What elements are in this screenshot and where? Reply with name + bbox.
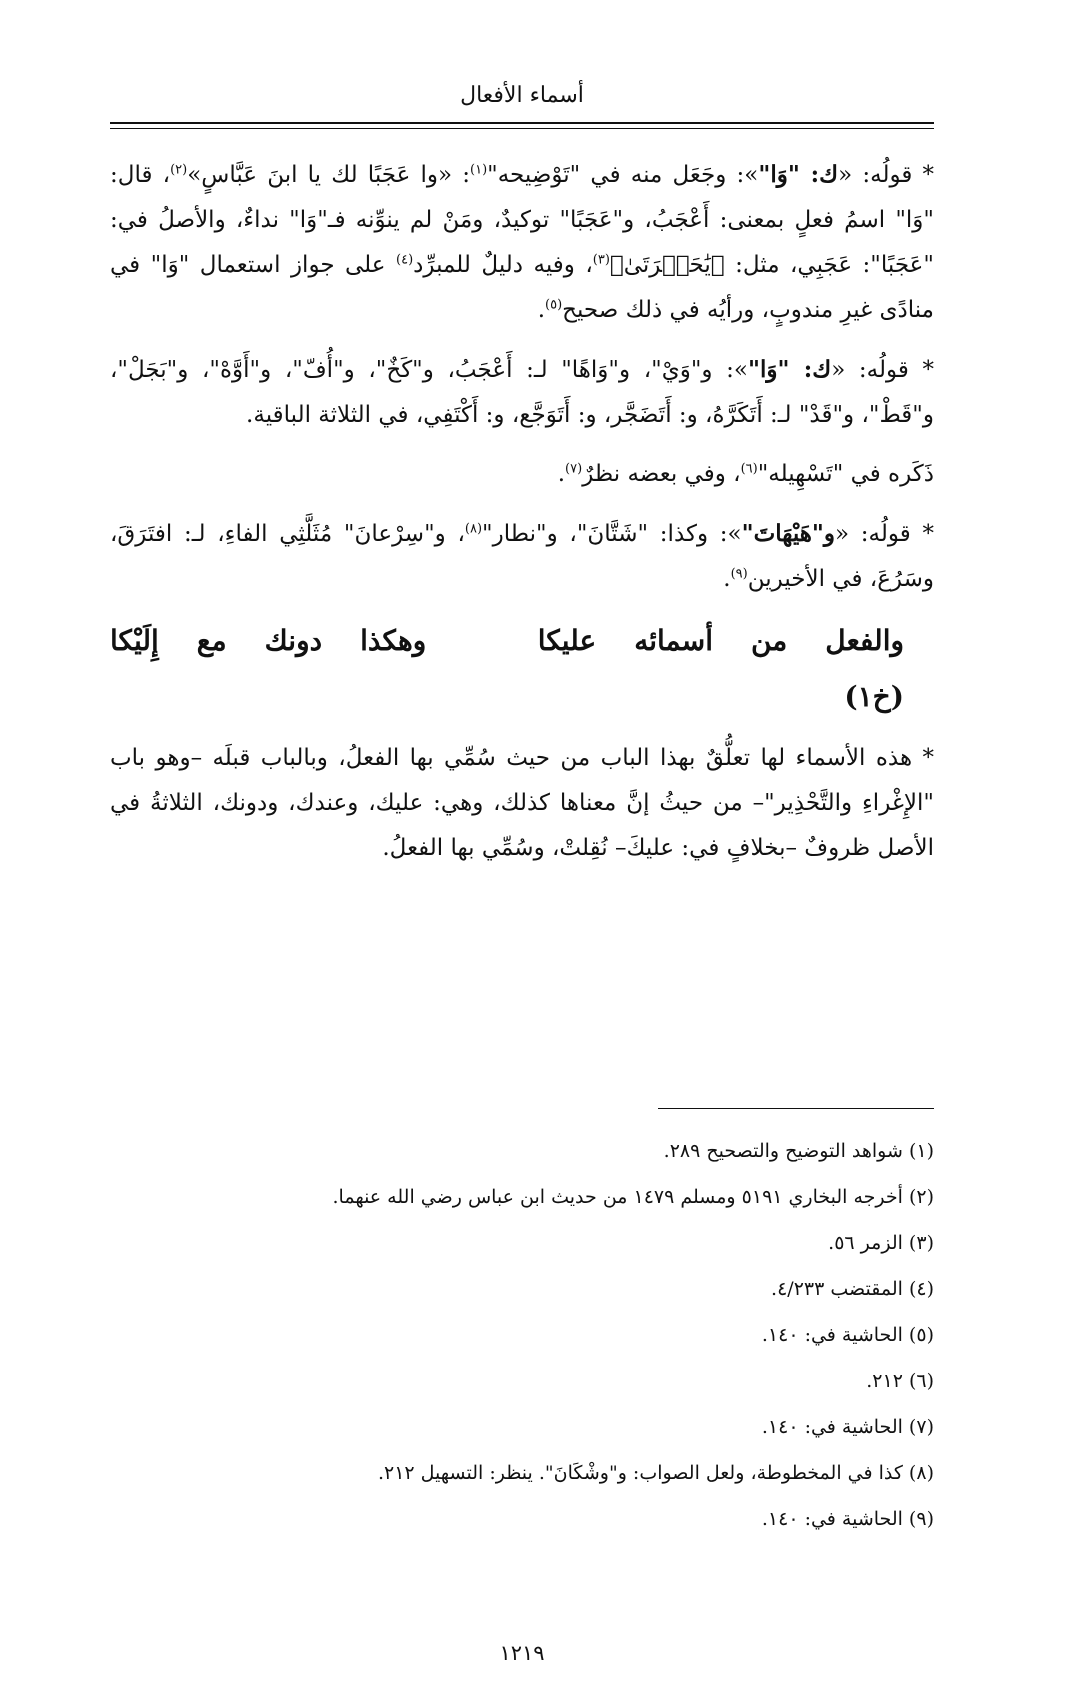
footnote-marker: (١) [470,162,488,178]
footnote: (١) شواهد التوضيح والتصحيح ٢٨٩. [663,1140,934,1162]
text-run: * هذه الأسماء لها تعلُّقٌ بهذا الباب من حيث سُمِّي بها الفعلُ، وبالباب قبلَه –وهو باب "الإِغْراءِ والتَّحْذِير"– من حيثُ إنَّ معناها كذلك، وهي: عليك، وعندك، ودونك، الثلاثةُ في الأصل ظروفٌ –بخلافٍ في: عليكَ– نُقِلتْ، وسُمِّي بها الفعلُ. [110,745,934,861]
footnote-marker: (٧) [565,461,583,477]
bold-lemma: ك: "وَا" [747,356,832,383]
footnote-marker: (٦) [740,461,758,477]
footnote: (٤) المقتضب ٤/٢٣٣. [771,1278,934,1300]
footnote-marker: (٥) [545,297,563,313]
footnote: (٩) الحاشية في: ١٤٠. [761,1508,934,1530]
text-run: ، قال: "وَا" اسمُ فعلٍ بمعنى: أَعْجَبُ، و"عَجَبًا" توكيدٌ، ومَنْ لم ينوِّنه فـ"وَا" نداءٌ، والأصلُ في: "عَجَبًا": عَجَبِي، مثل: ﴿يَٰحَسۡرَتَىٰ﴾ [110,162,934,278]
footnote: (٨) كذا في المخطوطة، ولعل الصواب: و"وشْكَانَ". ينظر: التسهيل ٢١٢. [377,1462,934,1484]
text-run: : «وا عَجَبًا لك يا ابنَ عَبَّاسٍ» [187,162,470,188]
book-page [110,0,934,1698]
text-run: ، وفي بعضه نظرٌ [582,461,741,487]
verse-word: وهكذا [360,624,427,657]
page-number: ١٢١٩ [499,1641,545,1665]
bold-lemma: و"هَيْهَاتَ" [741,520,836,547]
text-run: ذَكَره في "تَسْهِيله" [757,461,934,487]
verse-word: مع [196,624,227,657]
text-run: * قولُه: « [835,521,934,547]
footnote: (٦) ٢١٢. [866,1370,934,1392]
text-run: * قولُه: « [831,357,934,383]
verse-word: والفعل [825,624,904,657]
footnote: (٥) الحاشية في: ١٤٠. [761,1324,934,1346]
verse-word: أسمائه [634,624,713,657]
footnotes [110,1128,934,1542]
text-run: * قولُه: « [838,162,935,188]
commentary-paragraph [110,347,934,438]
verse-first-hemistich [538,616,904,666]
commentary-paragraph [110,736,934,871]
footnote: (٣) الزمر ٥٦. [828,1232,934,1254]
running-title: أسماء الأفعال [460,83,584,108]
footnote-separator [658,1108,934,1109]
footnote-marker: (٣) [592,252,610,268]
text-run: . [557,461,566,487]
text-run: . [723,566,731,592]
text-run: »: وكذا: "شَتَّانَ"، و"نطار" [482,521,742,547]
verse-second-hemistich [110,616,426,666]
text-run: . [537,297,545,323]
commentary-paragraph [110,511,934,602]
text-run: »: و"وَيْ"، و"وَاهًا" لـ: أَعْجَبُ، و"كَخٌ"، و"أُفّ"، و"أَوَّهْ"، و"بَجَلْ"، و"قَطْ"، و"قَدْ" لـ: أَتَكَرَّهُ، و: أَتَضَجَّر، و: أَتَوَجَّع، و: أَكْتَفِي، في الثلاثة الباقية. [110,357,934,428]
verse-tag: (خ١) [844,680,904,713]
verse-word: إِلَيْكا [110,624,159,657]
verse-word: عليكا [537,624,597,657]
header-rule-thin [110,128,934,129]
commentary-paragraph [110,152,934,333]
text-run: ، و"سِرْعانَ" مُثَلَّثِي الفاءِ، لـ: افتَرَقَ، وسَرُعَ، في الأخيرين [110,521,934,592]
footnote-marker: (٢) [170,162,188,178]
footnote-marker: (٤) [396,252,414,268]
bold-lemma: ك: "وَا" [758,161,839,188]
text-run: »: وجَعَل منه في "تَوْضِيحه" [487,162,759,188]
text-run: على جواز استعمال "وَا" في منادًى غيرِ مندوبٍ، ورأيُه في ذلك صحيح [110,252,934,323]
poem-verse [110,616,904,666]
footnote-marker: (٩) [730,566,748,582]
footnote: (٧) الحاشية في: ١٤٠. [761,1416,934,1438]
verse-word: دونك [264,624,323,657]
verse-word: من [750,624,788,657]
commentary-paragraph [110,452,934,497]
header-rule-thick [110,122,934,124]
footnote-marker: (٨) [464,521,483,537]
main-text [110,152,934,885]
text-run: ، وفيه دليلٌ للمبرِّد [413,252,593,278]
footnote: (٢) أخرجه البخاري ٥١٩١ ومسلم ١٤٧٩ من حديث ابن عباس رضي الله عنهما. [332,1186,934,1208]
